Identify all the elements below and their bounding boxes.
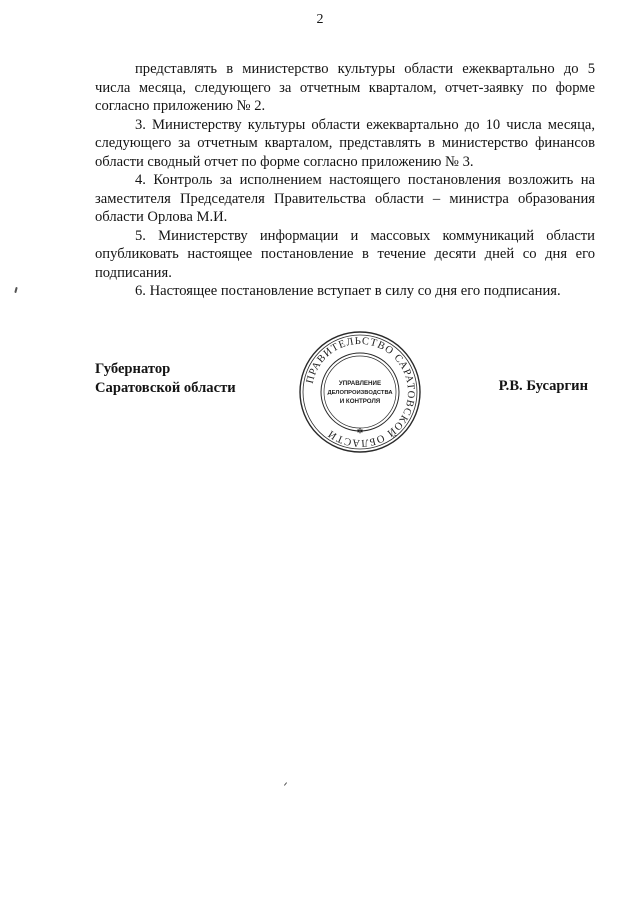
page-number: 2 [316,12,324,27]
paragraph-continuation: представлять в министерство культуры области ежеквартально до 5 числа месяца, следующего за отчетным кварталом, отчет-заявку по форме согласно приложению № 2. [95,61,595,114]
signer-name: Р.В. Бусаргин [498,378,588,394]
scan-speck [14,287,17,293]
signer-title [95,360,236,397]
document-body [95,60,595,301]
seal-inner-line-2: ДЕЛОПРОИЗВОДСТВА [327,390,393,396]
seal-star-icon: * [356,425,364,440]
seal-inner-line-1: УПРАВЛЕНИЕ [338,380,382,387]
seal-outer-text: ПРАВИТЕЛЬСТВО САРАТОВСКОЙ ОБЛАСТИ [304,335,417,449]
signer-title-line-1: Губернатор [95,361,171,377]
scan-speck [284,782,287,786]
official-seal [298,330,422,454]
paragraph-4: 4. Контроль за исполнением настоящего постановления возложить на заместителя Председателя Правительства области – министра образования области Орлова М.И. [95,172,595,225]
paragraph-3: 3. Министерству культуры области ежеквартально до 10 числа месяца, следующего за отчетным кварталом, представлять в министерство финансов области сводный отчет по форме согласно приложению № 3. [95,116,595,170]
paragraph-5: 5. Министерству информации и массовых коммуникаций области опубликовать настоящее постановление в течение десяти дней со дня его подписания. [95,227,595,281]
paragraph-6: 6. Настоящее постановление вступает в силу со дня его подписания. [135,283,561,299]
signer-title-line-2: Саратовской области [95,379,236,396]
signature-block [0,330,640,460]
seal-inner-line-3: И КОНТРОЛЯ [339,398,381,405]
